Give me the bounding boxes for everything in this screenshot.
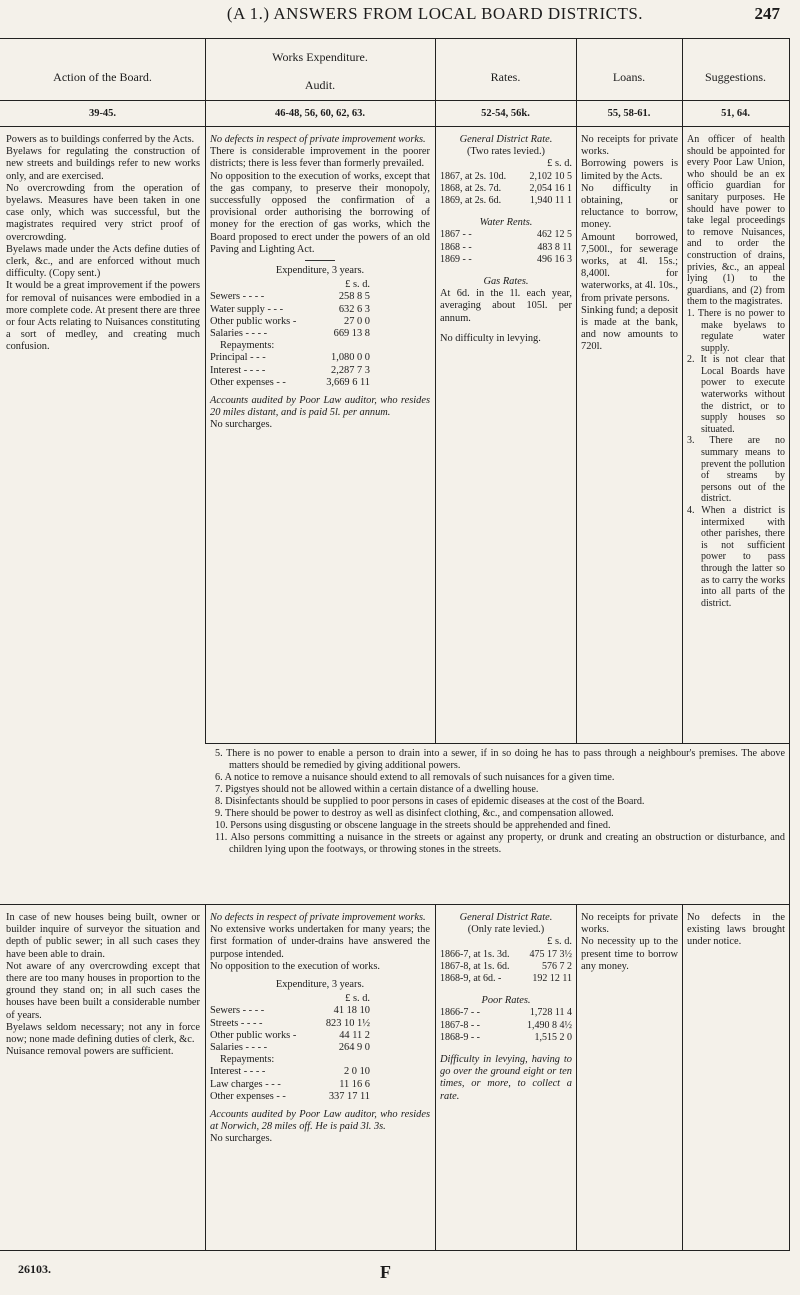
poor-rate-row <box>440 1032 572 1044</box>
ref-suggestions: 51, 64. <box>721 108 750 119</box>
block1-suggestions <box>687 134 785 609</box>
suggestion-item: 11. Also persons committing a nuisance in the streets or against any property, or drunk and creating an obstruction or disturbance, and children lying upon the footways, or throwing stones in the streets. <box>215 832 785 855</box>
poor-rate-amount: 1,515 2 0 <box>534 1031 572 1043</box>
rate-amount: 192 12 11 <box>532 973 572 985</box>
suggestion-item: 8. Disinfectants should be supplied to poor persons in cases of epidemic diseases at the cost of the Board. <box>215 796 645 807</box>
action-para: Nuisance removal powers are sufficient. <box>6 1046 174 1058</box>
expenditure-title: Expenditure, 3 years. <box>275 979 365 991</box>
block2-loans <box>581 912 678 973</box>
header-suggestions: Suggestions. <box>704 70 766 84</box>
expenditure-row <box>210 304 370 316</box>
expenditure-amount: 823 10 1½ <box>325 1017 370 1029</box>
expenditure-label: Other public works - <box>210 1029 297 1041</box>
expenditure-row <box>210 1079 370 1091</box>
suggestion-item: 7. Pigstyes should not be allowed within a certain distance of a dwelling house. <box>215 784 539 795</box>
suggestion-item: 6. A notice to remove a nuisance should extend to all removals of such nuisances for a given time. <box>215 772 615 783</box>
expenditure-amount: 27 0 0 <box>344 315 370 327</box>
poor-rate-label: 1867-8 - - <box>440 1019 480 1031</box>
block1-bottom-rule <box>205 743 790 744</box>
works-intro: No defects in respect of private improvement works. <box>210 912 426 923</box>
action-para: Byelaws for regulating the construction of new streets and buildings refer to new works only, and are exercised. <box>6 146 200 182</box>
separator <box>305 260 335 261</box>
water-row <box>440 229 572 241</box>
expenditure-row <box>210 1054 370 1066</box>
ref-works: 46-48, 56, 60, 62, 63. <box>274 108 366 119</box>
difficulty-note: Difficulty in levying, having to go over the ground eight or ten times, or more, to collect a rate. <box>440 1054 572 1102</box>
answers-table <box>0 38 790 1248</box>
poor-rate-label: 1866-7 - - <box>440 1007 480 1019</box>
expenditure-amount: 3,669 6 11 <box>326 376 370 388</box>
rate-label: 1869, at 2s. 6d. <box>440 195 502 207</box>
block2-action <box>6 912 200 1058</box>
rate-title: General District Rate. <box>459 134 553 145</box>
suggestion-item: 5. There is no power to enable a person to drain into a sewer, if in so doing he has to pass through a neighbour's premises. The above matters should be remedied by giving additional powers. <box>215 748 785 771</box>
expenditure-row <box>210 340 370 352</box>
expenditure-label: Interest - - - - <box>210 364 266 376</box>
rate-units: £ s. d. <box>547 936 572 948</box>
suggestion-item: 4. When a district is intermixed with other parishes, there is not sufficient power to pass through the latter so as to carry the works into all parts of the district. <box>687 505 785 609</box>
action-para: No overcrowding from the operation of byelaws. Measures have been taken in one case only, which was successful, but the magistrates required very strict proof of overcrowding. <box>6 182 200 243</box>
suggestion-item: 1. There is no power to make byelaws to regulate water supply. <box>687 307 785 354</box>
loans-para: Borrowing powers is limited by the Acts. <box>581 158 678 182</box>
rate-label: 1868, at 2s. 7d. <box>440 182 502 194</box>
rate-amount: 2,102 10 5 <box>529 170 572 182</box>
header-action: Action of the Board. <box>53 70 152 84</box>
col-rule-1 <box>205 38 206 743</box>
gas-title: Gas Rates. <box>483 276 529 288</box>
water-amount: 483 8 11 <box>537 241 572 253</box>
poor-rate-label: 1868-9 - - <box>440 1031 480 1043</box>
action-para: Not aware of any overcrowding except that there are too many houses in proportion to the ground they stand on; in all such cases the houses have been built a considerable number of years. <box>6 960 200 1021</box>
header-rates: Rates. <box>490 70 521 84</box>
loans-para: Amount borrowed, 7,500l., for sewerage works, at 4l. 15s.; 8,400l. for waterworks, at 4l. 10s., from private persons. <box>581 231 678 304</box>
expenditure-amount: 337 17 11 <box>328 1090 370 1102</box>
col-rule-3 <box>576 38 577 743</box>
expenditure-amount: 258 8 5 <box>338 291 370 303</box>
rate-amount: 1,940 11 1 <box>529 195 572 207</box>
poor-rate-row <box>440 1007 572 1019</box>
header-loans: Loans. <box>612 70 646 84</box>
expenditure-label: Law charges - - - <box>210 1078 281 1090</box>
col-rule-4 <box>682 38 683 743</box>
block2-works <box>210 912 430 1146</box>
expenditure-table <box>210 993 370 1103</box>
col-rule-4b <box>682 904 683 1250</box>
works-para: No opposition to the execution of works, except that the gas company, to preserve their monopoly, successfully opposed the confirmation of a provisional order authorising the borrowing of money for the erection of gas works, which the Board proposed to erect under the powers of an old Paving and Lighting Act. <box>210 170 430 255</box>
water-row <box>440 242 572 254</box>
action-para: Powers as to buildings conferred by the Acts. <box>6 134 195 145</box>
header-rule <box>0 100 790 101</box>
loans-para: No receipts for private works. <box>581 134 678 158</box>
rate-amount: 475 17 3½ <box>529 948 572 960</box>
expenditure-amount: 11 16 6 <box>339 1078 370 1090</box>
action-para: Byelaws made under the Acts define duties of clerk, &c., and are enforced without much difficulty. (Copy sent.) <box>6 243 200 280</box>
col-rule-2b <box>435 904 436 1250</box>
expenditure-amount: 2,287 7 3 <box>331 364 370 376</box>
table-bottom-rule <box>0 1250 790 1251</box>
expenditure-label: Sewers - - - - <box>210 291 265 303</box>
water-label: 1868 - - <box>440 241 472 253</box>
expenditure-label: Sewers - - - - <box>210 1005 265 1017</box>
suggestion-item: 2. It is not clear that Local Boards have power to execute waterworks without the district, or to supply houses so situated. <box>687 354 785 435</box>
ref-action: 39-45. <box>88 108 117 119</box>
audit-note: Accounts audited by Poor Law auditor, who resides 20 miles distant, and is paid 5l. per annum. <box>210 395 430 419</box>
block1-action <box>6 134 200 354</box>
expenditure-label: Salaries - - - - <box>210 1042 268 1054</box>
expenditure-row <box>210 1066 370 1078</box>
expenditure-units: £ s. d. <box>345 993 370 1005</box>
action-para: It would be a great improvement if the powers for removal of nuisances were embodied in a more complete code. At present there are three or four Acts relating to Nuisances constituting a sort of medley, and creating much confusion. <box>6 280 200 353</box>
col-rule-1b <box>205 904 206 1250</box>
block1-works <box>210 134 430 432</box>
expenditure-row <box>210 352 370 364</box>
expenditure-row <box>210 328 370 340</box>
works-intro: No defects in respect of private improvement works. <box>210 134 426 145</box>
suggestion-item: 3. There are no summary means to prevent the pollution of streams by persons out of the district. <box>687 435 785 505</box>
expenditure-row <box>210 1030 370 1042</box>
expenditure-row <box>210 1091 370 1103</box>
expenditure-title: Expenditure, 3 years. <box>275 265 365 277</box>
block1-loans <box>581 134 678 354</box>
works-para: There is considerable improvement in the poorer districts; there is less fever than formerly prevailed. <box>210 146 430 170</box>
expenditure-label: Principal - - - <box>210 352 266 364</box>
rate-subtitle: (Two rates levied.) <box>466 146 546 158</box>
ref-loans: 55, 58-61. <box>607 108 651 119</box>
expenditure-amount: 632 6 3 <box>338 303 370 315</box>
gas-text: At 6d. in the 1l. each year, averaging about 105l. per annum. <box>440 288 572 324</box>
levy-note: No difficulty in levying. <box>440 332 541 344</box>
rate-subtitle: (Only rate levied.) <box>467 924 545 936</box>
suggestion-para: No defects in the existing laws brought under notice. <box>687 912 785 948</box>
header-works: Works Expenditure. <box>272 50 368 64</box>
page-number: 247 <box>754 4 780 23</box>
expenditure-row <box>210 316 370 328</box>
col-rule-2 <box>435 38 436 743</box>
rate-label: 1867-8, at 1s. 6d. <box>440 960 510 972</box>
poor-rate-row <box>440 1020 572 1032</box>
table-top-rule <box>0 38 790 39</box>
rate-row <box>440 973 572 985</box>
loans-para: No difficulty in obtaining, or reluctance to borrow, money. <box>581 182 678 231</box>
poor-rate-amount: 1,490 8 4½ <box>527 1019 572 1031</box>
block2-top-rule <box>0 904 790 905</box>
rate-row <box>440 195 572 207</box>
suggestion-item: 10. Persons using disgusting or obscene language in the streets should be apprehended and fined. <box>215 820 611 831</box>
expenditure-row <box>210 377 370 389</box>
expenditure-amount: 669 13 8 <box>333 328 370 340</box>
water-label: 1867 - - <box>440 229 472 241</box>
suggestion-para: An officer of health should be appointed for every Poor Law Union, who should be an ex officio guardian for sanitary purposes. He should have power to take legal proceedings to remove Nuisances, and to order the construction of drains, privies, &c., an appeal lying (1) to the guardians, and (2) from them to the magistrates. <box>687 134 785 308</box>
expenditure-row <box>210 1005 370 1017</box>
loans-para: Sinking fund; a deposit is made at the bank, and now amounts to 720l. <box>581 304 678 353</box>
ref-rates: 52-54, 56k. <box>481 108 530 119</box>
water-amount: 496 16 3 <box>537 253 572 265</box>
expenditure-amount: 264 9 0 <box>338 1042 370 1054</box>
water-title: Water Rents. <box>479 217 533 229</box>
expenditure-label: Other public works - <box>210 315 297 327</box>
expenditure-label: Interest - - - - <box>210 1066 266 1078</box>
loans-para: No necessity up to the present time to borrow any money. <box>581 936 678 972</box>
rate-title: General District Rate. <box>459 912 553 923</box>
expenditure-amount: 1,080 0 0 <box>331 352 370 364</box>
rate-amount: 576 7 2 <box>542 960 572 972</box>
block2-rates <box>440 912 572 1103</box>
col-rule-3b <box>576 904 577 1250</box>
expenditure-label: Repayments: <box>220 340 275 352</box>
expenditure-label: Water supply - - - <box>210 303 284 315</box>
expenditure-table <box>210 279 370 389</box>
poor-rate-title: Poor Rates. <box>481 995 531 1007</box>
expenditure-row <box>210 291 370 303</box>
expenditure-amount: 2 0 10 <box>344 1066 370 1078</box>
works-para: No extensive works undertaken for many years; the first formation of under-drains have answered the purpose intended. <box>210 924 430 960</box>
water-amount: 462 12 5 <box>537 229 572 241</box>
expenditure-label: Salaries - - - - <box>210 328 268 340</box>
refs-rule <box>0 126 790 127</box>
expenditure-amount: 41 18 10 <box>333 1005 370 1017</box>
suggestions-continued <box>215 748 785 856</box>
suggestion-item: 9. There should be power to destroy as well as disinfect clothing, &c., and compensation allowed. <box>215 808 614 819</box>
rate-amount: 2,054 16 1 <box>529 182 572 194</box>
header-audit: Audit. <box>304 78 336 92</box>
block1-rates <box>440 134 572 345</box>
rate-label: 1867, at 2s. 10d. <box>440 170 507 182</box>
rate-units: £ s. d. <box>547 158 572 170</box>
expenditure-label: Repayments: <box>220 1054 275 1066</box>
surcharges-note: No surcharges. <box>210 1133 273 1145</box>
rate-label: 1866-7, at 1s. 3d. <box>440 948 510 960</box>
rate-label: 1868-9, at 6d. - <box>440 973 502 985</box>
expenditure-label: Other expenses - - <box>210 1090 286 1102</box>
rate-row <box>440 171 572 183</box>
action-para: In case of new houses being built, owner or builder inquire of surveyor the situation and depth of public sewer; in all such cases they have been able to drain. <box>6 912 200 960</box>
print-code: 26103. <box>18 1262 51 1276</box>
expenditure-label: Other expenses - - <box>210 376 286 388</box>
rate-row <box>440 949 572 961</box>
water-row <box>440 254 572 266</box>
running-head-title: (A 1.) ANSWERS FROM LOCAL BOARD DISTRICTS. <box>226 4 644 23</box>
rate-row <box>440 961 572 973</box>
action-para: Byelaws seldom necessary; not any in force now; none made defining duties of clerk, &c. <box>6 1021 200 1046</box>
expenditure-amount: 44 11 2 <box>339 1029 370 1041</box>
running-head <box>90 4 780 34</box>
expenditure-row <box>210 1018 370 1030</box>
works-para: No opposition to the execution of works. <box>210 960 380 972</box>
block2-suggestions <box>687 912 785 949</box>
signature-mark: F <box>380 1262 391 1282</box>
poor-rate-amount: 1,728 11 4 <box>529 1007 572 1019</box>
water-label: 1869 - - <box>440 253 472 265</box>
expenditure-row <box>210 365 370 377</box>
surcharges-note: No surcharges. <box>210 419 273 431</box>
expenditure-units: £ s. d. <box>345 279 370 291</box>
audit-note: Accounts audited by Poor Law auditor, who resides at Norwich, 28 miles off. He is paid 3l. 3s. <box>210 1109 430 1133</box>
rate-row <box>440 183 572 195</box>
expenditure-row <box>210 1042 370 1054</box>
expenditure-label: Streets - - - - <box>210 1017 263 1029</box>
loans-para: No receipts for private works. <box>581 912 678 936</box>
col-rule-right <box>789 38 790 1250</box>
